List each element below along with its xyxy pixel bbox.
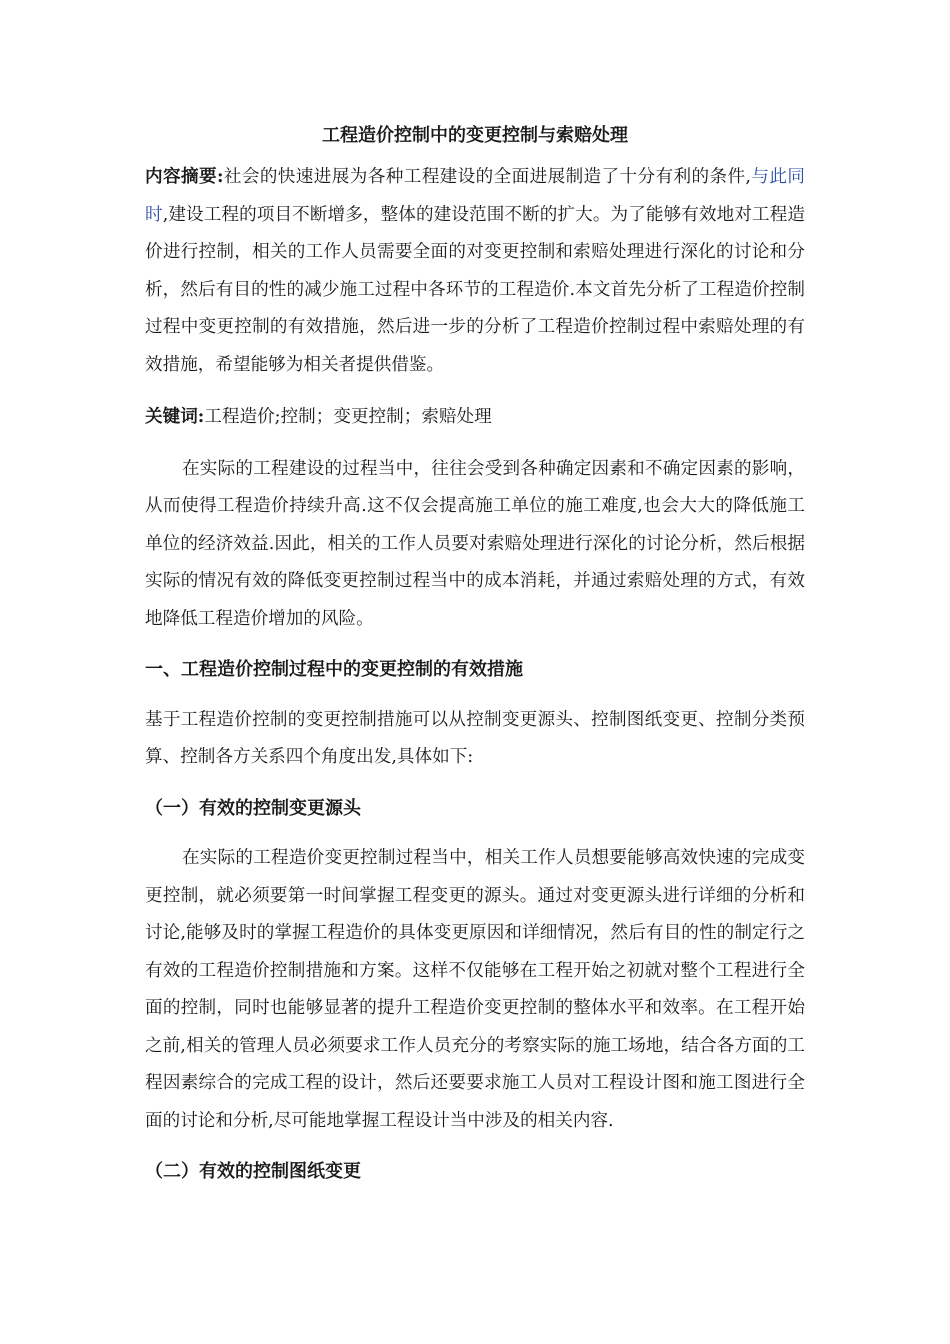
section-heading-1: 一、工程造价控制过程中的变更控制的有效措施 xyxy=(145,659,523,680)
abstract-label: 内容摘要: xyxy=(145,166,224,187)
document-title: 工程造价控制中的变更控制与索赔处理 xyxy=(322,125,628,146)
intro-paragraph: 在实际的工程建设的过程当中，往往会受到各种确定因素和不确定因素的影响，从而使得工程造价持续升高.这不仅会提高施工单位的施工难度,也会大大的降低施工单位的经济效益.因此，相关的工作人员要对索赔处理进行深化的讨论分析，然后根据实际的情况有效的降低变更控制过程当中的成本消耗，并通过索赔处理的方式，有效地降低工程造价增加的风险。 xyxy=(145,458,805,629)
document-page xyxy=(145,118,805,1191)
subsection-heading-1: （一）有效的控制变更源头 xyxy=(145,797,361,819)
abstract-text-rest: ,建设工程的项目不断增多，整体的建设范围不断的扩大。为了能够有效地对工程造价进行控制，相关的工作人员需要全面的对变更控制和索赔处理进行深化的讨论和分析，然后有目的性的减少施工过程中各环节的工程造价.本文首先分析了工程造价控制过程中变更控制的有效措施，然后进一步的分析了工程造价控制过程中索赔处理的有效措施，希望能够为相关者提供借鉴。 xyxy=(145,204,805,375)
keywords-label: 关键词: xyxy=(145,406,205,427)
abstract-text-start: 社会的快速进展为各种工程建设的全面进展制造了十分有利的条件, xyxy=(223,167,752,187)
section-1-paragraph: 基于工程造价控制的变更控制措施可以从控制变更源头、控制图纸变更、控制分类预算、控制各方关系四个角度出发,具体如下: xyxy=(145,709,805,767)
abstract-link[interactable]: 与此同时 xyxy=(145,167,805,225)
keywords-text: 工程造价;控制；变更控制；索赔处理 xyxy=(204,407,492,427)
abstract-paragraph xyxy=(145,158,805,384)
subsection-1-paragraph: 在实际的工程造价变更控制过程当中，相关工作人员想要能够高效快速的完成变更控制，就必须要第一时间掌握工程变更的源头。通过对变更源头进行详细的分析和讨论,能够及时的掌握工程造价的具体变更原因和详细情况，然后有目的性的制定行之有效的工程造价控制措施和方案。这样不仅能够在工程开始之初就对整个工程进行全面的控制，同时也能够显著的提升工程造价变更控制的整体水平和效率。在工程开始之前,相关的管理人员必须要求工作人员充分的考察实际的施工场地，结合各方面的工程因素综合的完成工程的设计，然后还要要求施工人员对工程设计图和施工图进行全面的讨论和分析,尽可能地掌握工程设计当中涉及的相关内容. xyxy=(145,848,805,1131)
subsection-heading-2: （二）有效的控制图纸变更 xyxy=(145,1161,361,1182)
keywords-paragraph xyxy=(145,398,805,437)
